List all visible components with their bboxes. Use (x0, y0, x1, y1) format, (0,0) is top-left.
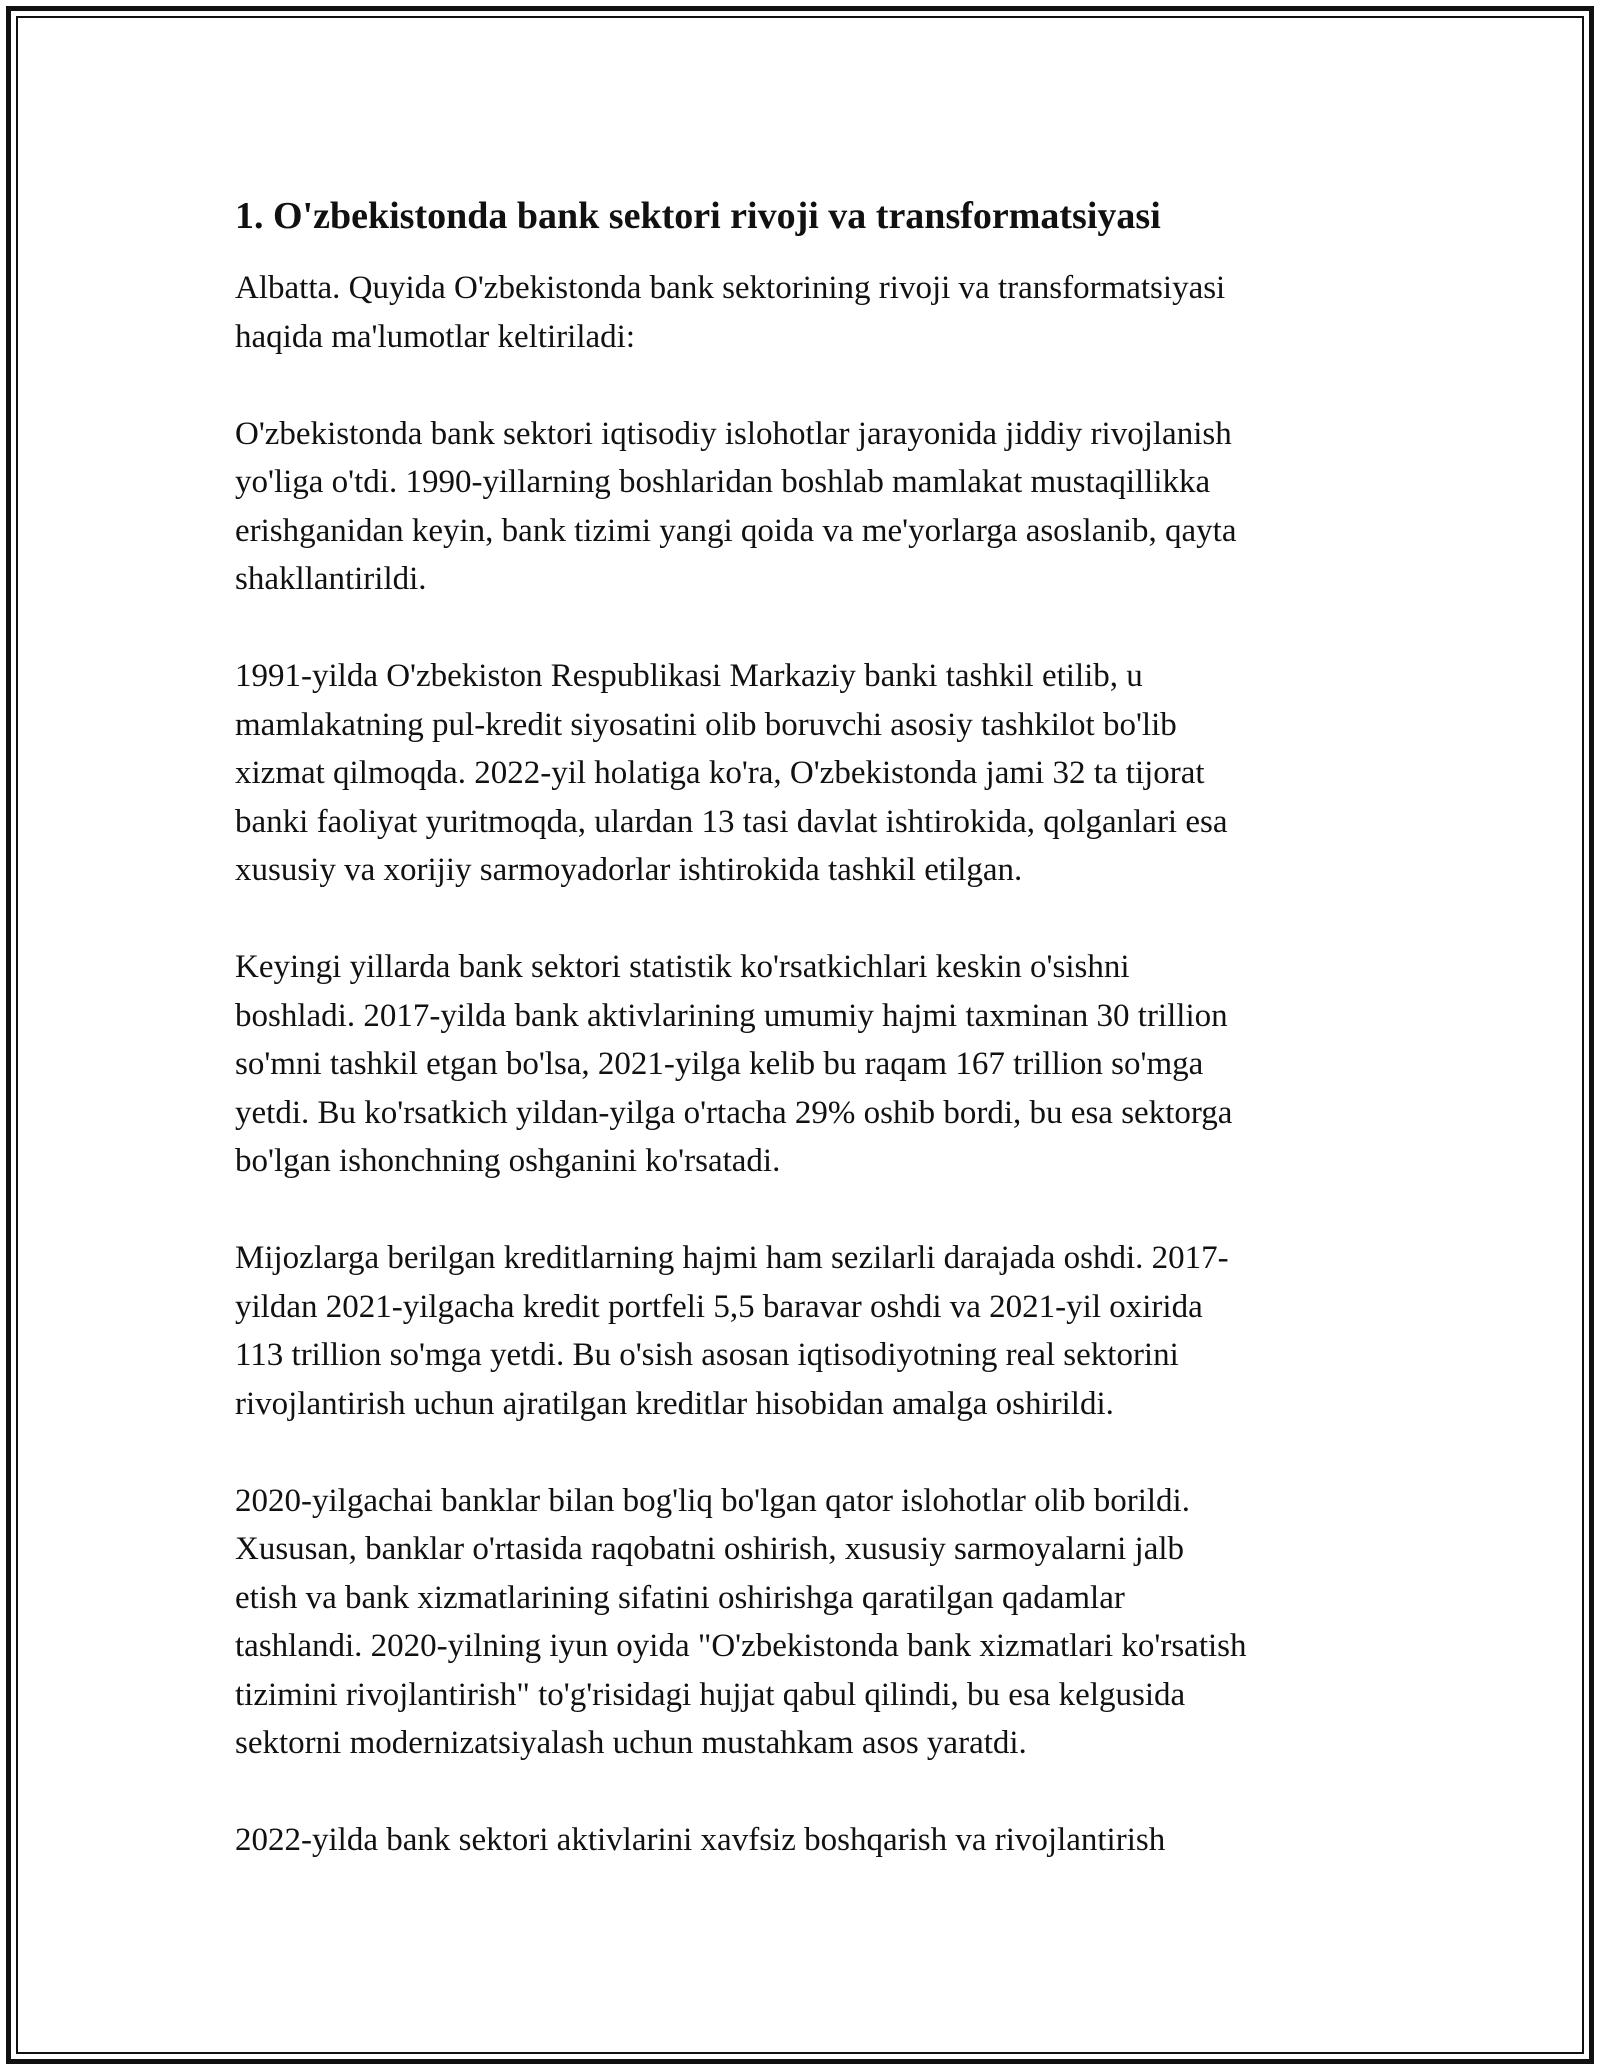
paragraph-statistics: Keyingi yillarda bank sektori statistik ko'rsatkichlari keskin o'sishni boshladi. 2017-yilda bank aktivlarining umumiy hajmi taxminan 30 trillion so'mni tashkil etgan bo'lsa, 2021-yilga kelib bu raqam 167 trillion so'mga yetdi. Bu ko'rsatkich yildan-yilga o'rtacha 29% oshib bordi, bu esa sektorga bo'lgan ishonchning oshganini ko'rsatadi. (235, 949, 1233, 1179)
paragraph-credits: Mijozlarga berilgan kreditlarning hajmi ham sezilarli darajada oshdi. 2017- yildan 2021-yilgacha kredit portfeli 5,5 baravar oshdi va 2021-yil oxirida 113 trillion so'mga yetdi. Bu o'sish asosan iqtisodiyotning real sektorini rivojlantirish uchun ajratilgan kreditlar hisobidan amalga oshirildi. (235, 1240, 1229, 1422)
paragraph-intro: Albatta. Quyida O'zbekistonda bank sektorining rivoji va transformatsiyasi haqida ma'lumotlar keltiriladi: (235, 270, 1226, 355)
section-heading: 1. O'zbekistonda bank sektori rivoji va transformatsiyasi (235, 195, 1161, 237)
paragraph-reforms: O'zbekistonda bank sektori iqtisodiy islohotlar jarayonida jiddiy rivojlanish yo'liga o'tdi. 1990-yillarning boshlaridan boshlab mamlakat mustaqillikka erishganidan keyin, bank tizimi yangi qoida va me'yorlarga asoslanib, qayta shakllantirildi. (235, 415, 1237, 597)
document-body (235, 188, 1375, 1913)
paragraph-2022: 2022-yilda bank sektori aktivlarini xavfsiz boshqarish va rivojlantirish (235, 1822, 1166, 1858)
paragraph-central-bank: 1991-yilda O'zbekiston Respublikasi Markaziy banki tashkil etilib, u mamlakatning pul-kredit siyosatini olib boruvchi asosiy tashkilot bo'lib xizmat qilmoqda. 2022-yil holatiga ko'ra, O'zbekistonda jami 32 ta tijorat banki faoliyat yuritmoqda, ulardan 13 tasi davlat ishtirokida, qolganlari esa xususiy va xorijiy sarmoyadorlar ishtirokida tashkil etilgan. (235, 658, 1228, 888)
paragraph-2020-reforms: 2020-yilgachai banklar bilan bog'liq bo'lgan qator islohotlar olib borildi. Xususan, banklar o'rtasida raqobatni oshirish, xususiy sarmoyalarni jalb etish va bank xizmatlarining sifatini oshirishga qaratilgan qadamlar tashlandi. 2020-yilning iyun oyida "O'zbekistonda bank xizmatlari ko'rsatish tizimini rivojlantirish" to'g'risidagi hujjat qabul qilindi, bu esa kelgusida sektorni modernizatsiyalash uchun mustahkam asos yaratdi. (235, 1482, 1247, 1761)
